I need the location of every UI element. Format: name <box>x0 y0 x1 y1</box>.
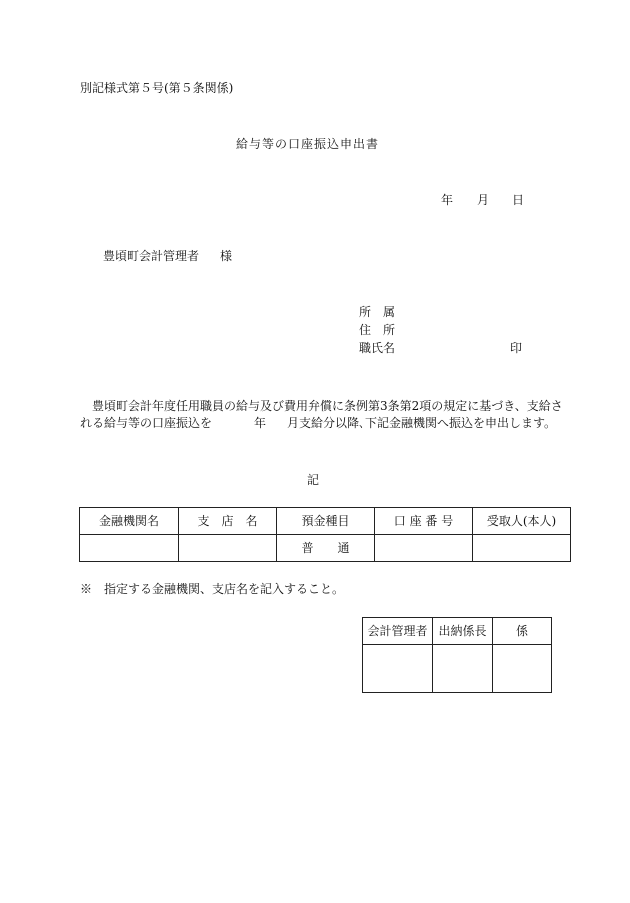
header-deposit-type: 預金種目 <box>277 508 375 535</box>
bank-table-input-row <box>80 535 571 562</box>
branch-name-field[interactable] <box>179 535 277 562</box>
address-label: 住 所 <box>359 323 396 337</box>
note-text: ※ 指定する金融機関、支店名を記入すること。 <box>80 582 345 596</box>
header-branch-name: 支 店 名 <box>179 508 277 535</box>
date-month-label: 月 <box>477 193 490 207</box>
approval-header-staff: 係 <box>493 618 552 645</box>
addressee-name: 豊頃町会計管理者 <box>103 249 200 263</box>
header-account-number: 口 座 番 号 <box>375 508 473 535</box>
body-text-line2-end: 月支給分以降､下記金融機関へ振込を申出します。 <box>287 416 557 430</box>
name-label: 職氏名 <box>359 341 396 355</box>
affiliation-label: 所 属 <box>359 305 396 319</box>
approval-stamp-table <box>362 617 552 693</box>
ki-heading: 記 <box>307 473 320 487</box>
deposit-type-cell: 普 通 <box>277 535 375 562</box>
body-text-line1: 豊頃町会計年度任用職員の給与及び費用弁償に条例第3条第2項の規定に基づき、支給さ <box>92 399 563 413</box>
recipient-field[interactable] <box>473 535 571 562</box>
approval-header-cashier-chief: 出納係長 <box>433 618 493 645</box>
approval-seal-staff[interactable] <box>493 645 552 693</box>
bank-table-header-row <box>80 508 571 535</box>
form-number: 別記様式第５号(第５条関係) <box>80 81 234 95</box>
header-bank-name: 金融機関名 <box>80 508 179 535</box>
date-year-label: 年 <box>441 193 454 207</box>
addressee-honorific: 様 <box>220 249 233 263</box>
body-year-label: 年 <box>254 416 267 430</box>
approval-header-row <box>363 618 552 645</box>
approval-seal-cashier-chief[interactable] <box>433 645 493 693</box>
account-number-field[interactable] <box>375 535 473 562</box>
header-recipient: 受取人(本人) <box>473 508 571 535</box>
body-text-line2: れる給与等の口座振込を <box>80 416 213 430</box>
approval-seal-row <box>363 645 552 693</box>
bank-account-table <box>79 507 571 562</box>
seal-mark: 印 <box>510 341 523 355</box>
date-day-label: 日 <box>512 193 525 207</box>
bank-name-field[interactable] <box>80 535 179 562</box>
approval-header-accountant: 会計管理者 <box>363 618 433 645</box>
approval-seal-accountant[interactable] <box>363 645 433 693</box>
document-title: 給与等の口座振込申出書 <box>236 137 380 151</box>
